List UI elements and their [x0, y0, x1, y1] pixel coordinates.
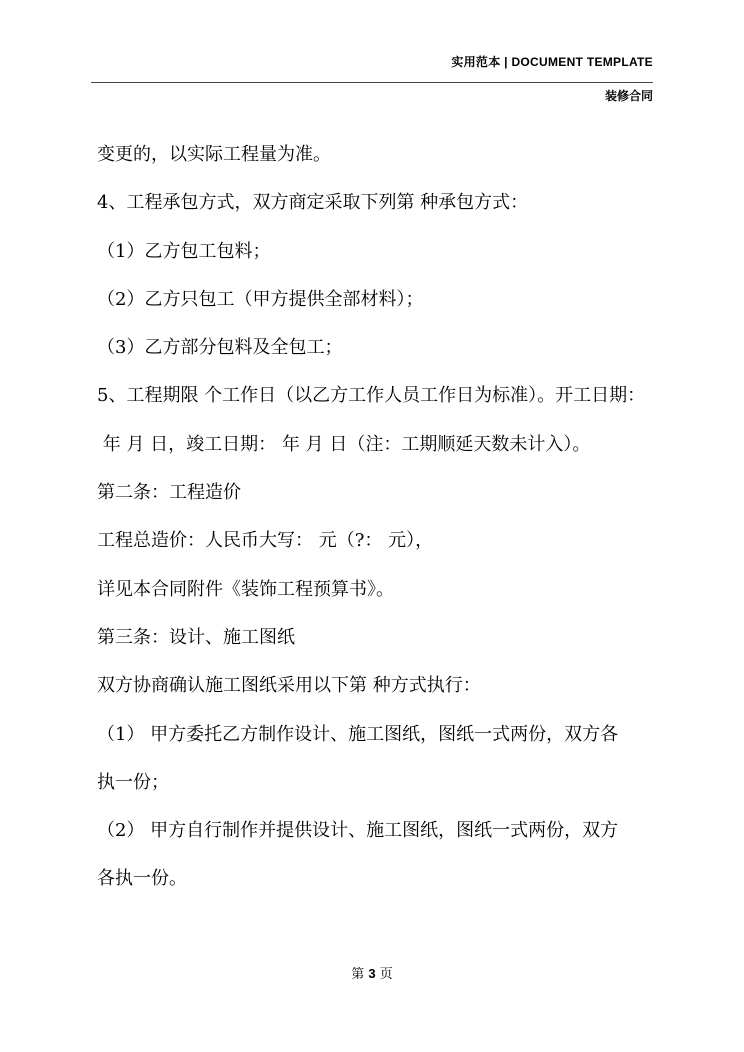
contract-body: [97, 139, 667, 912]
text-line-15: （2） 甲方自行制作并提供设计、施工图纸，图纸一式两份，双方: [97, 820, 619, 842]
text-line-10: 详见本合同附件《装饰工程预算书》。: [97, 578, 394, 600]
text-line-7: 年 月 日，竣工日期： 年 月 日（注：工期顺延天数未计入）。: [97, 433, 591, 455]
text-line-16: 各执一份。: [97, 868, 187, 890]
text-line-12: 双方协商确认施工图纸采用以下第 种方式执行：: [97, 675, 481, 697]
page-footer: [0, 963, 744, 982]
section-heading-3: 第三条：设计、施工图纸: [97, 626, 295, 648]
text-line-1: 变更的，以实际工程量为准。: [97, 144, 331, 165]
text-line-5: （3）乙方部分包料及全包工；: [97, 337, 343, 359]
text-line-6: 5、工程期限 个工作日（以乙方工作人员工作日为标准）。开工日期：: [97, 385, 646, 407]
text-line-3: （1）乙方包工包料；: [97, 240, 271, 262]
footer-suffix: 页: [375, 967, 393, 982]
text-line-9: 工程总造价：人民币大写： 元（?： 元），: [97, 530, 434, 552]
header-title: 实用范本 | DOCUMENT TEMPLATE: [451, 55, 653, 69]
text-line-14: 执一份；: [97, 771, 169, 793]
header-divider: [91, 82, 653, 83]
text-line-4: （2）乙方只包工（甲方提供全部材料）；: [97, 288, 424, 310]
section-heading-2: 第二条：工程造价: [97, 482, 241, 504]
text-line-2: 4、工程承包方式，双方商定采取下列第 种承包方式：: [97, 192, 529, 214]
document-type-label: 装修合同: [604, 89, 653, 103]
footer-prefix: 第: [351, 967, 369, 982]
text-line-13: （1） 甲方委托乙方制作设计、施工图纸，图纸一式两份，双方各: [97, 723, 619, 745]
page-number: 3: [368, 966, 376, 981]
